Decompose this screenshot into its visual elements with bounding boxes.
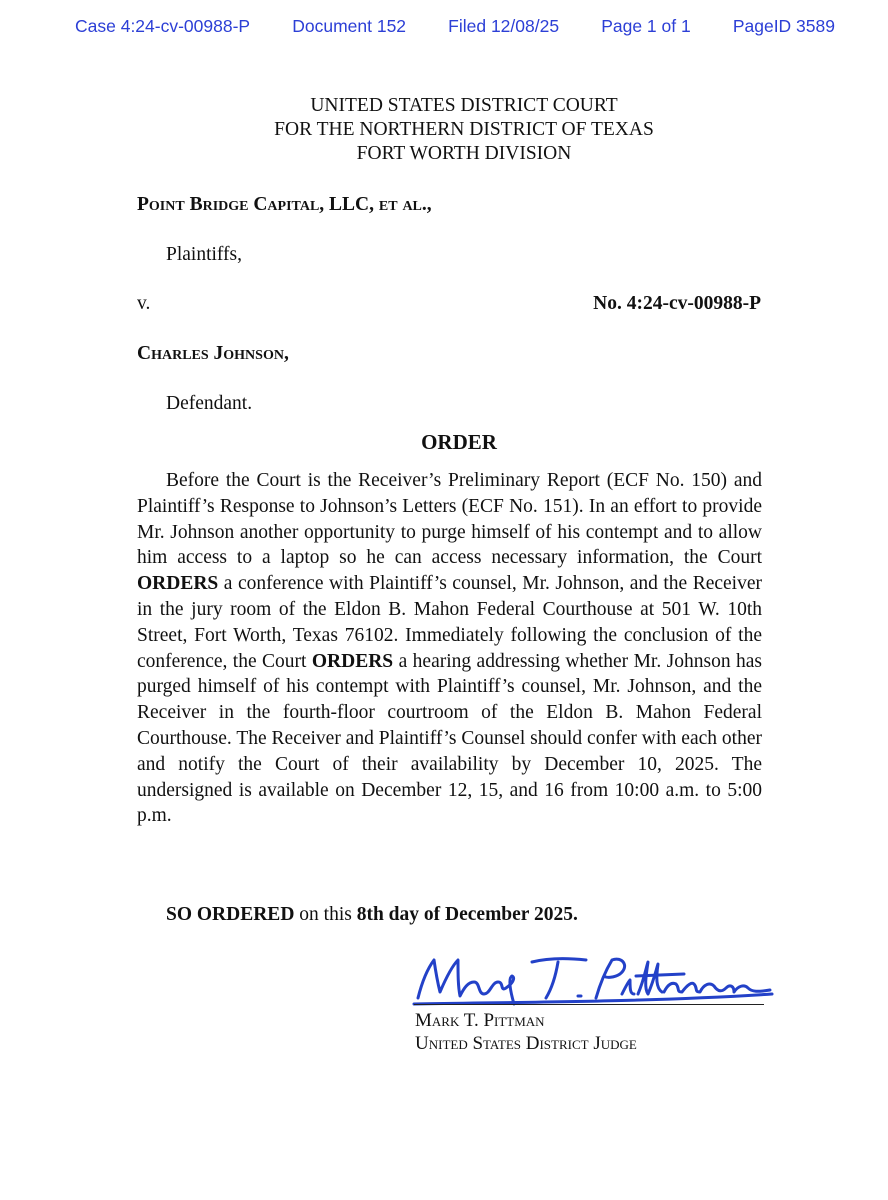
plaintiff-name <box>137 194 432 216</box>
filed-date-stamp: Filed 12/08/25 <box>448 16 560 36</box>
court-heading <box>0 94 888 166</box>
judge-signature <box>408 948 778 1010</box>
so-ordered-line <box>166 904 578 926</box>
court-district: FOR THE NORTHERN DISTRICT OF TEXAS <box>274 119 654 140</box>
judge-name: Mark T. Pittman <box>415 1010 545 1031</box>
court-name: UNITED STATES DISTRICT COURT <box>310 95 618 116</box>
versus: v. <box>137 293 151 314</box>
order-text-part-1: Before the Court is the Receiver’s Preliminary Report (ECF No. 150) and Plaintiff’s Response to Johnson’s Letters (ECF No. 151). In an effort to provide Mr. Johnson another opportunity to purge himself of his contempt and to allow him access to a laptop so he can access necessary information, the Court <box>137 470 762 569</box>
order-title-text: ORDER <box>421 430 497 454</box>
order-text-part-2: a conference with Plaintiff’s counsel, Mr. Johnson, and the Receiver in the jury room of the Eldon B. Mahon Federal Courthouse at 501 W. 10th Street, Fort Worth, Texas 76102. Immediately following the conclusion of the conference, the Court <box>137 573 762 672</box>
plaintiff-label: Point Bridge Capital, LLC, <box>137 194 375 215</box>
plaintiff-suffix: et al., <box>378 194 432 215</box>
page-count-stamp: Page 1 of 1 <box>601 16 691 36</box>
order-title <box>0 430 888 455</box>
case-number: No. 4:24-cv-00988-P <box>593 293 761 314</box>
page-id-stamp: PageID 3589 <box>732 16 835 36</box>
judge-title: United States District Judge <box>415 1033 637 1054</box>
defendant-name: Charles Johnson, <box>137 343 289 364</box>
signature-line <box>414 1004 764 1005</box>
defendant-role: Defendant. <box>166 393 253 414</box>
document-number-stamp: Document 152 <box>292 16 407 36</box>
so-ordered: SO ORDERED <box>166 904 295 925</box>
orders-emphasis-2: ORDERS <box>311 650 394 672</box>
order-text-part-3: a hearing addressing whether Mr. Johnson has purged himself of his contempt with Plaintiff’s counsel, Mr. Johnson, and the Receiver in the fourth-floor courtroom of the Eldon B. Mahon Federal Courthouse. The Receiver and Plaintiff’s Counsel should confer with each other and notify the Court of their availability by December 10, 2025. The undersigned is available on December 12, 15, and 16 from 10:00 a.m. to 5:00 p.m. <box>137 650 762 827</box>
plaintiff-role: Plaintiffs, <box>166 244 243 265</box>
court-division: FORT WORTH DIVISION <box>356 143 572 164</box>
order-date: 8th day of December 2025. <box>356 904 578 925</box>
case-number-stamp: Case 4:24-cv-00988-P <box>75 16 251 36</box>
order-body <box>137 468 762 829</box>
orders-emphasis-1: ORDERS <box>137 573 219 595</box>
on-this: on this <box>299 904 352 925</box>
ecf-filing-header <box>75 16 835 37</box>
